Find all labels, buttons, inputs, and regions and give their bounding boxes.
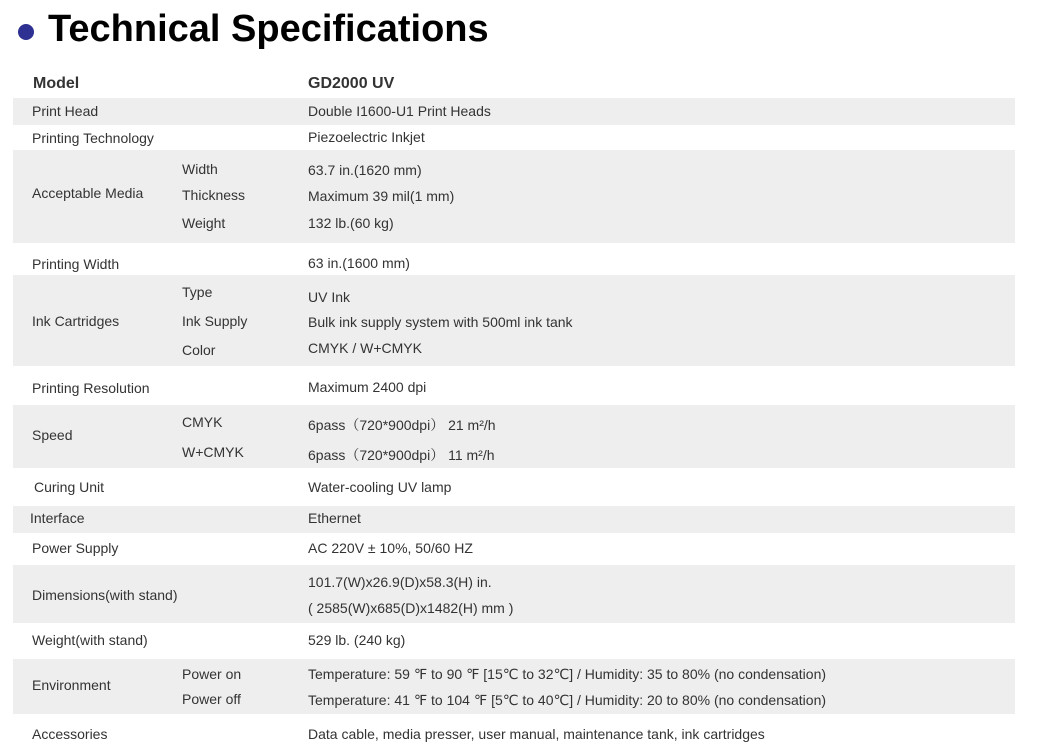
spec-row-dimensions: [13, 565, 1015, 623]
spec-value: AC 220V ± 10%, 50/60 HZ: [308, 540, 473, 556]
spec-value: 63.7 in.(1620 mm): [308, 162, 422, 178]
spec-row-curing-unit: [13, 468, 1015, 506]
spec-value: Bulk ink supply system with 500ml ink tank: [308, 314, 573, 330]
spec-sublabel: Weight: [182, 215, 226, 231]
spec-label: Ink Cartridges: [32, 313, 120, 329]
spec-value: Data cable, media presser, user manual, maintenance tank, ink cartridges: [308, 726, 765, 742]
spec-value: 6pass（720*900dpi） 11 m²/h: [308, 447, 495, 463]
title-block: [18, 8, 489, 51]
model-value: GD2000 UV: [308, 75, 395, 92]
spec-sublabel: W+CMYK: [182, 444, 244, 460]
bullet-icon: [18, 24, 34, 40]
spec-label: Acceptable Media: [32, 185, 144, 201]
page-title: Technical Specifications: [48, 8, 489, 50]
spec-sublabel: Power off: [182, 691, 241, 707]
spec-value: Maximum 2400 dpi: [308, 379, 427, 395]
spec-value: 6pass（720*900dpi） 21 m²/h: [308, 417, 496, 433]
spec-row-printing-width: [13, 243, 1015, 275]
spec-value: Ethernet: [308, 510, 361, 526]
spec-sublabel: Width: [182, 161, 218, 177]
spec-value: Water-cooling UV lamp: [308, 479, 452, 495]
spec-label: Printing Width: [32, 256, 120, 272]
spec-row-power-supply: [13, 533, 1015, 565]
spec-row-weight: [13, 623, 1015, 659]
spec-sublabel: Thickness: [182, 187, 246, 203]
spec-value: UV Ink: [308, 289, 351, 305]
spec-label: Speed: [32, 427, 73, 443]
spec-row-ink-cartridges: [13, 275, 1015, 366]
spec-label: Power Supply: [32, 540, 119, 556]
spec-row-environment: [13, 659, 1015, 714]
spec-sublabel: Ink Supply: [182, 313, 248, 329]
spec-value: 132 lb.(60 kg): [308, 215, 394, 231]
spec-sublabel: CMYK: [182, 414, 223, 430]
spec-value: 529 lb. (240 kg): [308, 632, 406, 648]
spec-sublabel: Type: [182, 284, 213, 300]
spec-label: Curing Unit: [34, 479, 105, 495]
spec-value: 63 in.(1600 mm): [308, 255, 410, 271]
spec-row-acceptable-media: [13, 150, 1015, 243]
spec-row-printing-resolution: [13, 366, 1015, 405]
spec-value: Double I1600-U1 Print Heads: [308, 103, 491, 119]
spec-row-print-head: [13, 98, 1015, 125]
spec-row-accessories: [13, 714, 1015, 748]
model-label: Model: [33, 75, 80, 92]
spec-label: Weight(with stand): [32, 632, 148, 648]
table-header-row: [13, 70, 1015, 98]
spec-value: ( 2585(W)x685(D)x1482(H) mm ): [308, 600, 514, 616]
spec-label: Interface: [30, 510, 85, 526]
spec-value: Temperature: 59 ℉ to 90 ℉ [15℃ to 32℃] / Humidity: 35 to 80% (no condensation): [308, 666, 827, 682]
spec-label: Environment: [32, 677, 111, 693]
spec-label: Dimensions(with stand): [32, 587, 178, 603]
spec-value: CMYK / W+CMYK: [308, 340, 422, 356]
spec-row-speed: [13, 405, 1015, 468]
spec-value: Temperature: 41 ℉ to 104 ℉ [5℃ to 40℃] / Humidity: 20 to 80% (no condensation): [308, 692, 827, 708]
spec-sublabel: Color: [182, 342, 216, 358]
spec-value: Maximum 39 mil(1 mm): [308, 188, 455, 204]
spec-value: Piezoelectric Inkjet: [308, 129, 425, 145]
spec-row-interface: [13, 506, 1015, 533]
spec-label: Printing Technology: [32, 130, 154, 146]
spec-table: [13, 70, 1015, 748]
spec-row-printing-technology: [13, 125, 1015, 150]
spec-value: 101.7(W)x26.9(D)x58.3(H) in.: [308, 574, 492, 590]
spec-sublabel: Power on: [182, 666, 242, 682]
spec-label: Accessories: [32, 726, 108, 742]
spec-label: Printing Resolution: [32, 380, 150, 396]
spec-label: Print Head: [32, 103, 99, 119]
